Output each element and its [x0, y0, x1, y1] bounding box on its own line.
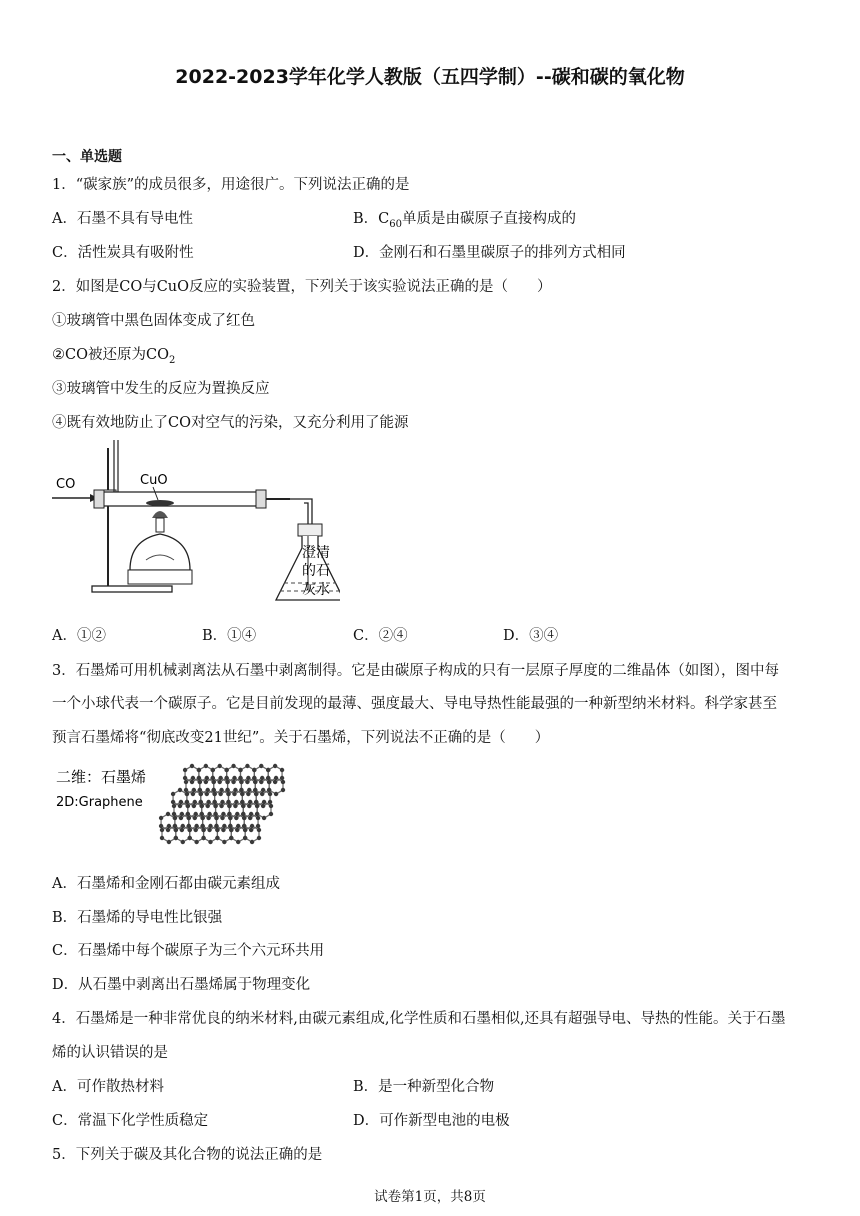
carbon-atom	[207, 812, 211, 816]
q1-option-b: B．$C_{60}$单质是由碳原子直接构成的	[353, 211, 576, 230]
carbon-atom	[262, 800, 266, 804]
q3-line-2: 一个小球代表一个碳原子。它是目前发现的最薄、强度最大、导电导热性能最强的一种新型纳米材料。科学家甚至	[52, 696, 777, 712]
q2-option-d: D．③④	[503, 628, 559, 644]
carbon-atom	[245, 764, 249, 768]
q3-option-b: B．石墨烯的导电性比银强	[52, 910, 223, 926]
carbon-atom	[238, 776, 242, 780]
q3-option-a: A．石墨烯和金刚石都由碳元素组成	[52, 876, 280, 892]
carbon-atom	[166, 812, 170, 816]
carbon-atom	[197, 768, 201, 772]
carbon-atom	[173, 816, 177, 820]
carbon-atom	[234, 816, 238, 820]
carbon-atom	[186, 804, 190, 808]
q3-line-1: 3．石墨烯可用机械剥离法从石墨中剥离制得。它是由碳原子构成的只有一层原子厚度的二维晶体（如图），图中每	[52, 663, 779, 679]
carbon-atom	[206, 816, 210, 820]
carbon-atom	[173, 824, 177, 828]
carbon-atom	[184, 780, 188, 784]
carbon-atom	[249, 828, 253, 832]
carbon-atom	[200, 824, 204, 828]
fig-lime-label-2: 的石	[302, 563, 330, 579]
q1-option-d: D．金刚石和石墨里碳原子的排列方式相同	[353, 245, 626, 261]
carbon-atom	[218, 792, 222, 796]
carbon-atom	[269, 804, 273, 808]
carbon-atom	[193, 800, 197, 804]
q2-statement-1: ①玻璃管中黑色固体变成了红色	[52, 313, 255, 329]
carbon-atom	[201, 836, 205, 840]
carbon-atom	[198, 780, 202, 784]
carbon-atom	[225, 780, 229, 784]
carbon-atom	[248, 816, 252, 820]
carbon-atom	[187, 816, 191, 820]
carbon-atom	[246, 792, 250, 796]
carbon-atom	[233, 788, 237, 792]
q2-option-c: C．②④	[353, 628, 408, 644]
carbon-atom	[188, 828, 192, 832]
carbon-atom	[256, 816, 260, 820]
carbon-atom	[273, 780, 277, 784]
carbon-atom	[174, 828, 178, 832]
q2-option-b: B．①④	[202, 628, 257, 644]
carbon-atom	[221, 828, 225, 832]
carbon-atom	[214, 824, 218, 828]
carbon-atom	[218, 780, 222, 784]
carbon-atom	[246, 776, 250, 780]
carbon-atom	[226, 792, 230, 796]
carbon-atom	[180, 812, 184, 816]
carbon-atom	[200, 804, 204, 808]
carbon-atom	[212, 800, 216, 804]
carbon-atom	[254, 792, 258, 796]
carbon-atom	[247, 788, 251, 792]
carbon-atom	[240, 800, 244, 804]
carbon-atom	[268, 800, 272, 804]
carbon-atom	[227, 804, 231, 808]
carbon-atom	[267, 788, 271, 792]
carbon-atom	[192, 804, 196, 808]
carbon-atom	[235, 812, 239, 816]
carbon-atom	[281, 780, 285, 784]
carbon-atom	[249, 812, 253, 816]
carbon-atom	[171, 792, 175, 796]
carbon-atom	[239, 788, 243, 792]
carbon-atom	[221, 812, 225, 816]
carbon-atom	[160, 836, 164, 840]
carbon-atom	[233, 804, 237, 808]
carbon-atom	[213, 812, 217, 816]
carbon-atom	[235, 828, 239, 832]
q1-option-a: A．石墨不具有导电性	[52, 211, 193, 227]
carbon-atom	[186, 812, 190, 816]
q1-option-c: C．活性炭具有吸附性	[52, 245, 194, 261]
carbon-atom	[219, 804, 223, 808]
carbon-atom	[178, 788, 182, 792]
q4-option-b: B．是一种新型化合物	[353, 1079, 495, 1095]
q2-option-a: A．①②	[52, 628, 106, 644]
q3-option-d: D．从石墨中剥离出石墨烯属于物理变化	[52, 977, 311, 993]
carbon-atom	[257, 836, 261, 840]
q4-option-c: C．常温下化学性质稳定	[52, 1113, 209, 1129]
carbon-atom	[212, 780, 216, 784]
carbon-atom	[226, 800, 230, 804]
carbon-atom	[231, 764, 235, 768]
carbon-atom	[199, 792, 203, 796]
carbon-atom	[208, 840, 212, 844]
carbon-atom	[166, 828, 170, 832]
carbon-atom	[240, 792, 244, 796]
carbon-atom	[227, 812, 231, 816]
carbon-atom	[262, 816, 266, 820]
carbon-atom	[214, 816, 218, 820]
co-cuo-apparatus-figure	[50, 440, 340, 610]
carbon-atom	[241, 812, 245, 816]
carbon-atom	[261, 804, 265, 808]
q4-option-a: A．可作散热材料	[52, 1079, 164, 1095]
q5-stem: 5．下列关于碳及其化合物的说法正确的是	[52, 1147, 323, 1163]
carbon-atom	[183, 776, 187, 780]
carbon-atom	[260, 776, 264, 780]
q2-statement-2: ②CO被还原为$CO_2$	[52, 347, 176, 366]
carbon-atom	[218, 776, 222, 780]
carbon-atom	[220, 816, 224, 820]
carbon-atom	[194, 828, 198, 832]
carbon-atom	[228, 824, 232, 828]
carbon-atom	[204, 780, 208, 784]
carbon-atom	[260, 792, 264, 796]
fig-lime-label-3: 灰水	[302, 582, 330, 598]
q3-line-3: 预言石墨烯将“彻底改变21世纪”。关于石墨烯，下列说法不正确的是（ ）	[52, 730, 550, 746]
carbon-atom	[274, 776, 278, 780]
fig-graphene-label-cn: 二维：石墨烯	[56, 768, 147, 786]
carbon-atom	[254, 800, 258, 804]
carbon-atom	[259, 764, 263, 768]
carbon-atom	[181, 840, 185, 844]
carbon-atom	[200, 816, 204, 820]
carbon-atom	[180, 828, 184, 832]
carbon-atom	[232, 776, 236, 780]
carbon-atom	[204, 764, 208, 768]
carbon-atom	[160, 828, 164, 832]
carbon-atom	[194, 824, 198, 828]
page-footer: 试卷第1页，共8页	[374, 1189, 486, 1205]
carbon-atom	[252, 768, 256, 772]
carbon-atom	[194, 812, 198, 816]
fig-cuo-label: CuO	[140, 473, 168, 488]
carbon-atom	[172, 804, 176, 808]
carbon-atom	[205, 792, 209, 796]
carbon-atom	[234, 800, 238, 804]
carbon-atom	[213, 804, 217, 808]
page-title: 2022-2023学年化学人教版（五四学制）--碳和碳的氧化物	[175, 66, 685, 88]
carbon-atom	[199, 800, 203, 804]
carbon-atom	[178, 804, 182, 808]
carbon-atom	[218, 764, 222, 768]
carbon-atom	[219, 788, 223, 792]
carbon-atom	[181, 824, 185, 828]
carbon-atom	[185, 792, 189, 796]
carbon-atom	[211, 768, 215, 772]
carbon-atom	[185, 800, 189, 804]
carbon-atom	[222, 824, 226, 828]
carbon-atom	[211, 776, 215, 780]
carbon-atom	[212, 792, 216, 796]
carbon-atom	[205, 776, 209, 780]
carbon-atom	[268, 792, 272, 796]
carbon-atom	[247, 804, 251, 808]
carbon-atom	[236, 840, 240, 844]
fig-lime-label-1: 澄清	[302, 545, 330, 561]
carbon-atom	[248, 800, 252, 804]
carbon-atom	[192, 788, 196, 792]
carbon-atom	[200, 812, 204, 816]
carbon-atom	[159, 824, 163, 828]
q1-stem: 1．“碳家族”的成员很多，用途很广。下列说法正确的是	[52, 177, 410, 193]
carbon-atom	[231, 780, 235, 784]
carbon-atom	[191, 792, 195, 796]
carbon-atom	[252, 776, 256, 780]
carbon-atom	[197, 776, 201, 780]
carbon-atom	[167, 840, 171, 844]
carbon-atom	[190, 780, 194, 784]
carbon-atom	[206, 788, 210, 792]
carbon-atom	[250, 824, 254, 828]
carbon-atom	[255, 812, 259, 816]
section-heading: 一、单选题	[52, 149, 122, 165]
carbon-atom	[198, 788, 202, 792]
carbon-atom	[167, 824, 171, 828]
carbon-atom	[281, 788, 285, 792]
carbon-atom	[266, 776, 270, 780]
carbon-atom	[253, 788, 257, 792]
q4-option-d: D．可作新型电池的电极	[353, 1113, 510, 1129]
carbon-atom	[243, 836, 247, 840]
carbon-atom	[243, 828, 247, 832]
carbon-atom	[228, 816, 232, 820]
q4-line-2: 烯的认识错误的是	[52, 1045, 168, 1061]
carbon-atom	[280, 768, 284, 772]
carbon-atom	[222, 840, 226, 844]
carbon-atom	[245, 780, 249, 784]
carbon-atom	[256, 824, 260, 828]
carbon-atom	[239, 780, 243, 784]
carbon-atom	[241, 804, 245, 808]
carbon-atom	[206, 800, 210, 804]
carbon-atom	[174, 836, 178, 840]
carbon-atom	[207, 828, 211, 832]
carbon-atom	[172, 812, 176, 816]
carbon-atom	[232, 792, 236, 796]
carbon-atom	[250, 840, 254, 844]
graphene-figure	[52, 760, 312, 860]
carbon-atom	[266, 768, 270, 772]
carbon-atom	[253, 780, 257, 784]
carbon-atom	[229, 828, 233, 832]
carbon-atom	[257, 828, 261, 832]
carbon-atom	[236, 824, 240, 828]
carbon-atom	[191, 776, 195, 780]
carbon-atom	[201, 828, 205, 832]
carbon-atom	[179, 800, 183, 804]
q2-stem: 2．如图是CO与CuO反应的实验装置，下列关于该实验说法正确的是（ ）	[52, 279, 552, 295]
carbon-atom	[225, 788, 229, 792]
carbon-atom	[224, 768, 228, 772]
carbon-atom	[238, 768, 242, 772]
carbon-atom	[255, 804, 259, 808]
carbon-atom	[215, 828, 219, 832]
carbon-atom	[171, 800, 175, 804]
carbon-atom	[269, 812, 273, 816]
q2-statement-4: ④既有效地防止了CO对空气的污染，又充分利用了能源	[52, 415, 409, 431]
carbon-atom	[208, 824, 212, 828]
carbon-atom	[179, 816, 183, 820]
q3-option-c: C．石墨烯中每个碳原子为三个六元环共用	[52, 943, 325, 959]
carbon-atom	[280, 776, 284, 780]
carbon-atom	[242, 824, 246, 828]
carbon-atom	[242, 816, 246, 820]
carbon-atom	[261, 788, 265, 792]
carbon-atom	[274, 792, 278, 796]
carbon-atom	[224, 776, 228, 780]
carbon-atom	[212, 788, 216, 792]
carbon-atom	[194, 840, 198, 844]
carbon-atom	[159, 816, 163, 820]
carbon-atom	[215, 836, 219, 840]
carbon-atom	[220, 800, 224, 804]
carbon-atom	[190, 764, 194, 768]
carbon-atom	[187, 824, 191, 828]
carbon-atom	[188, 836, 192, 840]
carbon-atom	[273, 764, 277, 768]
carbon-atom	[183, 768, 187, 772]
carbon-atom	[193, 816, 197, 820]
q4-line-1: 4．石墨烯是一种非常优良的纳米材料,由碳元素组成,化学性质和石墨相似,还具有超强导电、导热的性能。关于石墨	[52, 1011, 786, 1027]
carbon-atom	[184, 788, 188, 792]
fig-co-label: CO	[56, 477, 76, 492]
carbon-atom	[267, 780, 271, 784]
carbon-atom	[206, 804, 210, 808]
carbon-atom	[229, 836, 233, 840]
q2-statement-3: ③玻璃管中发生的反应为置换反应	[52, 381, 270, 397]
fig-graphene-label-en: 2D:Graphene	[56, 795, 143, 810]
carbon-atom	[259, 780, 263, 784]
